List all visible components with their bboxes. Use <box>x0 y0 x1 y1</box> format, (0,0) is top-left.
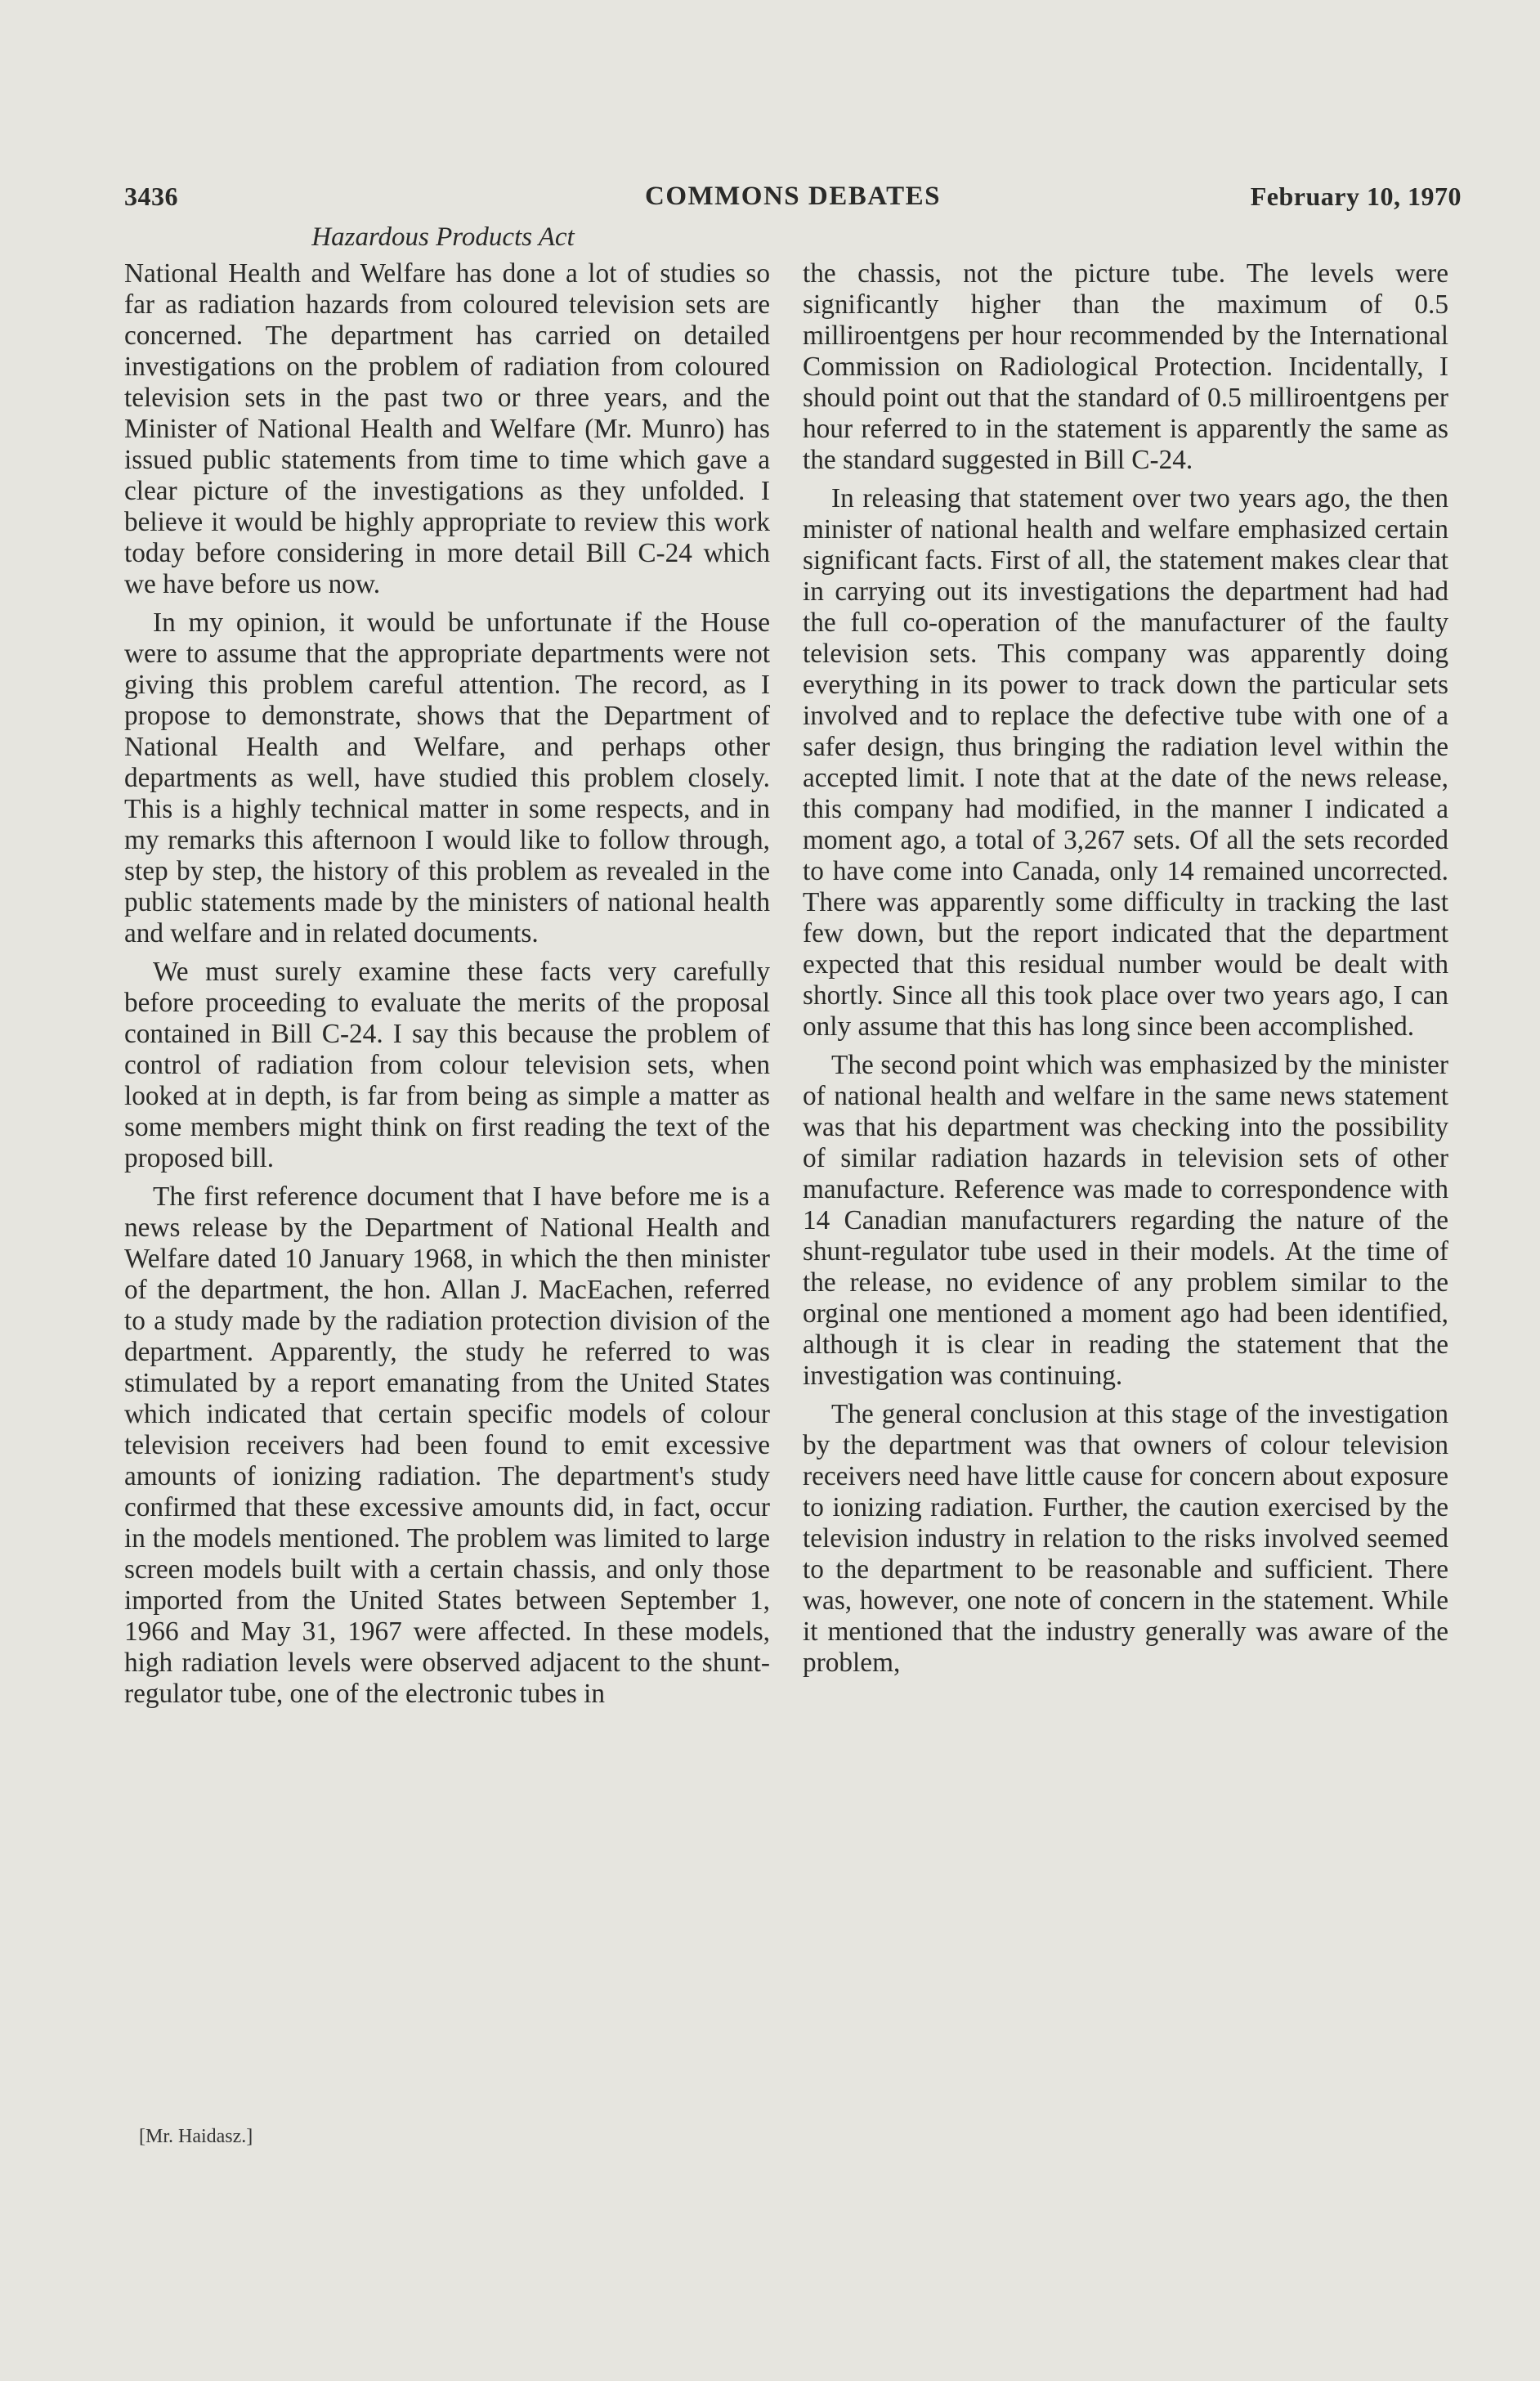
paragraph: In releasing that statement over two years ago, the then minister of national health and welfare emphasized certain significant facts. First of all, the statement makes clear that in carrying out its investigations the department had had the full co-operation of the manufacturer of the faulty television sets. This company was apparently doing everything in its power to track down the particular sets involved and to replace the defective tube with one of a safer design, thus bringing the radiation level within the accepted limit. I note that at the date of the news release, this company had modified, in the manner I indicated a moment ago, a total of 3,267 sets. Of all the sets recorded to have come into Canada, only 14 remained uncorrected. There was apparently some difficulty in tracking the last few down, but the report indicated that the department expected that this residual number would be dealt with shortly. Since all this took place over two years ago, I can only assume that this has long since been accomplished. <box>803 483 1448 1042</box>
publication-title: COMMONS DEBATES <box>644 182 941 211</box>
paragraph: National Health and Welfare has done a lot of studies so far as radiation hazards from coloured television sets are concerned. The department has carried on detailed investigations on the problem of radiation from coloured television sets in the past two or three years, and the Minister of National Health and Welfare (Mr. Munro) has issued public statements from time to time which gave a clear picture of the investigations as they unfolded. I believe it would be highly appropriate to review this work today before considering in more detail Bill C-24 which we have before us now. <box>124 258 770 599</box>
right-column <box>803 258 1448 1686</box>
paragraph: The first reference document that I have before me is a news release by the Department of National Health and Welfare dated 10 January 1968, in which the then minister of the department, the hon. Allan J. MacEachen, referred to a study made by the radiation protection division of the department. Apparently, the study he referred to was stimulated by a report emanating from the United States which indicated that certain specific models of colour television receivers had been found to emit excessive amounts of ionizing radiation. The department's study confirmed that these excessive amounts did, in fact, occur in the models mentioned. The problem was limited to large screen models built with a certain chassis, and only those imported from the United States between September 1, 1966 and May 31, 1967 were affected. In these models, high radiation levels were observed adjacent to the shunt-regulator tube, one of the electronic tubes in <box>124 1182 770 1709</box>
left-column <box>124 258 770 1717</box>
publication-date: February 10, 1970 <box>1250 182 1462 211</box>
paragraph: We must surely examine these facts very carefully before proceeding to evaluate the merits of the proposal contained in Bill C-24. I say this because the problem of control of radiation from colour television sets, when looked at in depth, is far from being as simple a matter as some members might think on first reading the text of the proposed bill. <box>124 957 770 1173</box>
paragraph: The second point which was emphasized by the minister of national health and welfare in the same news statement was that his department was checking into the possibility of similar radiation hazards in television sets of other manufacture. Reference was made to correspondence with 14 Canadian manufacturers regarding the nature of the shunt-regulator tube used in their models. At the time of the release, no evidence of any problem similar to the orginal one mentioned a moment ago had been identified, although it is clear in reading the statement that the investigation was continuing. <box>803 1050 1448 1391</box>
page-number: 3436 <box>124 182 178 211</box>
paragraph: In my opinion, it would be unfortunate if the House were to assume that the appropriate departments were not giving this problem careful attention. The record, as I propose to demonstrate, shows that the Department of National Health and Welfare, and perhaps other departments as well, have studied this problem closely. This is a highly technical matter in some respects, and in my remarks this afternoon I would like to follow through, step by step, the history of this problem as revealed in the public statements made by the ministers of national health and welfare and in related documents. <box>124 608 770 948</box>
subject-heading: Hazardous Products Act <box>311 222 575 252</box>
paragraph: the chassis, not the picture tube. The levels were significantly higher than the maximum of 0.5 milliroentgens per hour recommended by the International Commission on Radiological Protection. Incidentally, I should point out that the standard of 0.5 milliroentgens per hour referred to in the statement is apparently the same as the standard suggested in Bill C-24. <box>803 258 1448 475</box>
page-header <box>124 182 1462 214</box>
paragraph: The general conclusion at this stage of the investigation by the department was that owners of colour television receivers need have little cause for concern about exposure to ionizing radiation. Further, the caution exercised by the television industry in relation to the risks involved seemed to the department to be reasonable and sufficient. There was, however, one note of concern in the statement. While it mentioned that the industry generally was aware of the problem, <box>803 1399 1448 1678</box>
speaker-attribution: [Mr. Haidasz.] <box>139 2126 253 2147</box>
